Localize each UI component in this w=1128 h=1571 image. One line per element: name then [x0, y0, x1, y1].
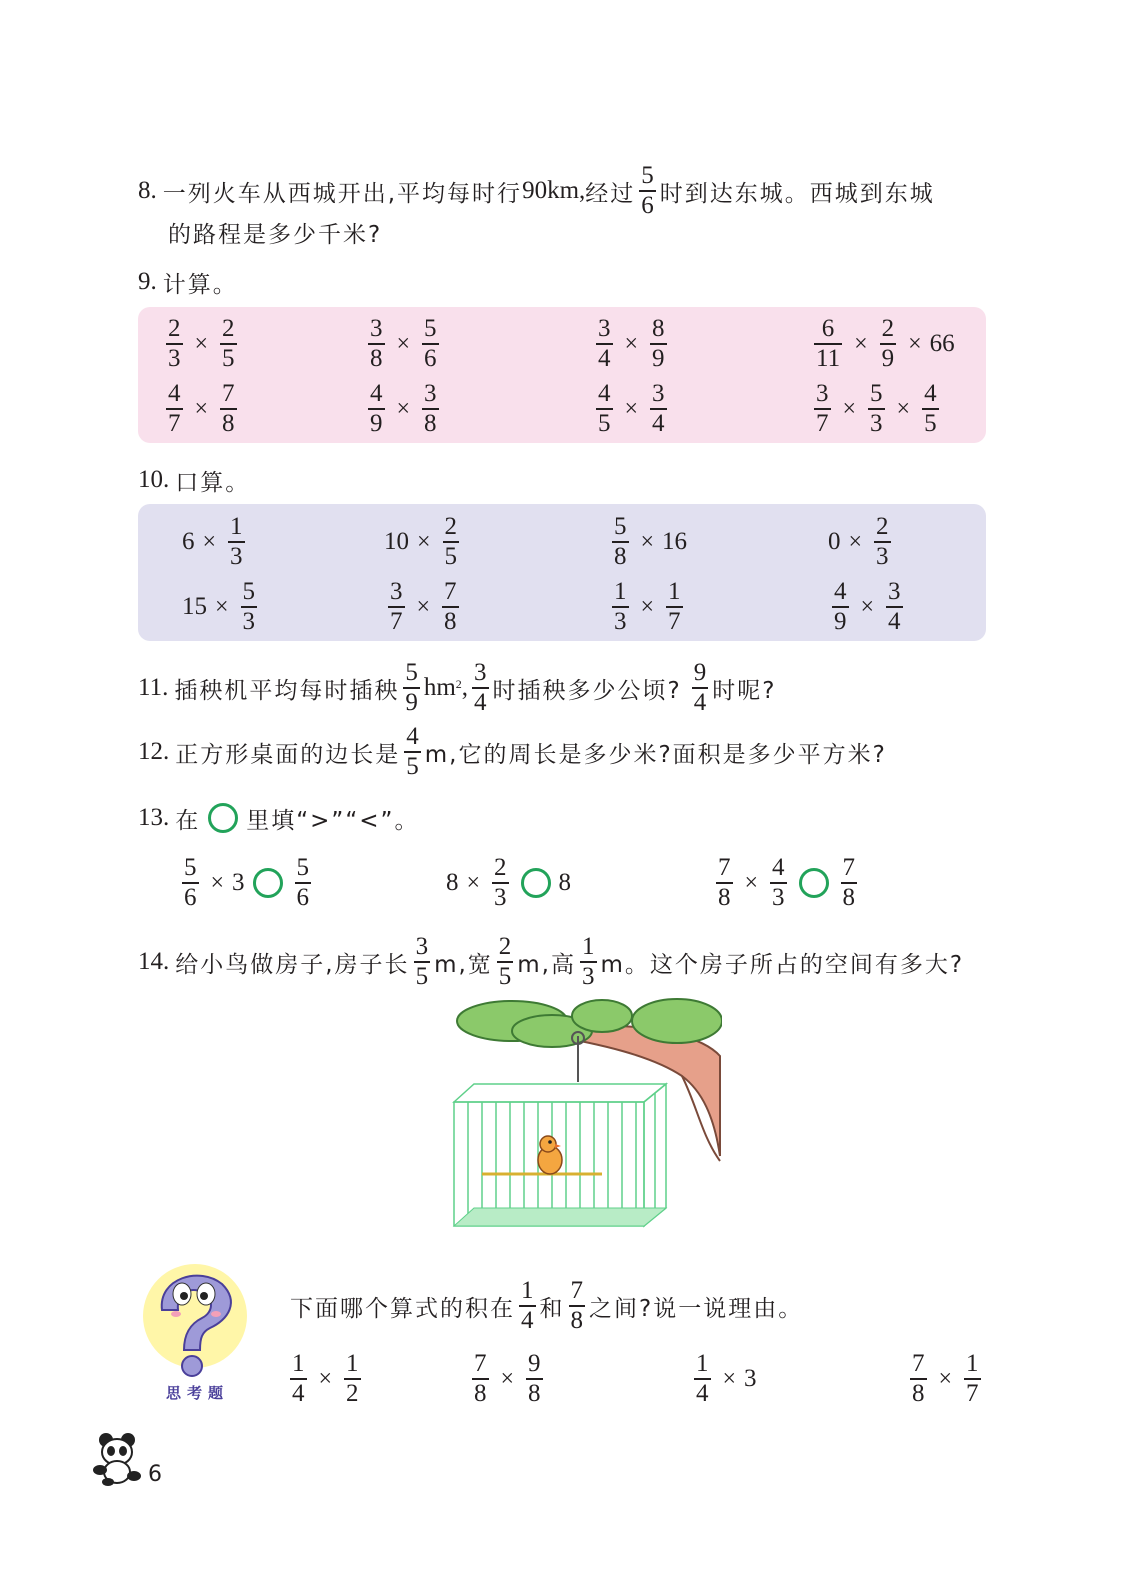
question-12: 12. 正方形桌面的边长是 $\frac{4}{5}$ m,它的周长是多少米?面积是多少平方米?	[138, 723, 887, 780]
think-opt3-fraction-b: $\frac{1}{7}$	[966, 1350, 979, 1407]
q13-item2-fraction-b: $\frac{4}{3}$	[772, 854, 785, 911]
q13-item1-fraction-b: $\frac{2}{3}$	[494, 854, 507, 911]
q14-fraction-3: $\frac{1}{3}$	[582, 933, 595, 990]
q13-item1-lead: 8	[446, 869, 459, 896]
q14-fraction-2: $\frac{2}{5}$	[498, 933, 512, 990]
question-9-title: 9. 计算。	[138, 268, 238, 298]
q13-comparison: 8 × $\frac{2}{3}$ 8	[446, 854, 572, 911]
think-option: $\frac{7}{8}$ × $\frac{9}{8}$	[474, 1350, 541, 1407]
q9-expression: $\frac{2}{3}$ × $\frac{2}{5}$	[168, 315, 235, 372]
q13-comparison: $\frac{5}{6}$ × 3 $\frac{5}{6}$	[184, 854, 310, 911]
q10-r1c0-fraction-b: $\frac{5}{3}$	[242, 578, 256, 635]
q13-item2-fraction-r: $\frac{7}{8}$	[842, 854, 856, 911]
think-opt1-fraction-a: $\frac{7}{8}$	[474, 1350, 487, 1407]
q8-text-c: 时到达东城。西城到东城	[659, 180, 935, 207]
q9-expression: $\frac{4}{5}$ × $\frac{3}{4}$	[598, 380, 665, 437]
q9-r0c2-fraction-b: $\frac{8}{9}$	[652, 315, 665, 372]
q11-fraction-3: $\frac{9}{4}$	[693, 659, 707, 716]
think-option: $\frac{1}{4}$ × 3	[696, 1350, 757, 1407]
q9-r0c3-fraction-b: $\frac{2}{9}$	[881, 315, 895, 372]
q10-r0c3-fraction-b: $\frac{2}{3}$	[876, 513, 889, 570]
think-opt0-fraction-a: $\frac{1}{4}$	[292, 1350, 305, 1407]
q9-r0c0-fraction-a: $\frac{2}{3}$	[168, 315, 181, 372]
q11-fraction-1: $\frac{5}{9}$	[405, 659, 418, 716]
q10-r1c3-fraction-b: $\frac{3}{4}$	[888, 578, 901, 635]
think-question: 下面哪个算式的积在 $\frac{1}{4}$ 和 $\frac{7}{8}$ 之间?说一说理由。	[290, 1277, 804, 1334]
q13-item2-fraction-a: $\frac{7}{8}$	[718, 854, 731, 911]
think-opt1-fraction-b: $\frac{9}{8}$	[528, 1350, 541, 1407]
q14-fraction-1: $\frac{3}{5}$	[415, 933, 429, 990]
q9-r1c2-fraction-b: $\frac{3}{4}$	[652, 380, 665, 437]
think-opt2-fraction-a: $\frac{1}{4}$	[696, 1350, 709, 1407]
q9-r0c1-fraction-a: $\frac{3}{8}$	[370, 315, 383, 372]
compare-blank-circle-icon[interactable]	[799, 868, 829, 898]
q9-expression: $\frac{3}{8}$ × $\frac{5}{6}$	[370, 315, 437, 372]
question-13: 13. 在 里填“>”“<”。	[138, 804, 420, 834]
q9-r1c3-fraction-c: $\frac{4}{5}$	[924, 380, 937, 437]
q8-line2: 的路程是多少千米?	[168, 221, 383, 248]
compare-blank-circle-icon[interactable]	[521, 868, 551, 898]
q10-r0c3-lead: 0	[828, 528, 841, 555]
q9-r1c2-fraction-a: $\frac{4}{5}$	[598, 380, 611, 437]
q9-r1c1-fraction-a: $\frac{4}{9}$	[370, 380, 383, 437]
q9-expression: $\frac{3}{7}$ × $\frac{5}{3}$ × $\frac{4}{5}$	[816, 380, 937, 437]
q9-expression: $\frac{4}{9}$ × $\frac{3}{8}$	[370, 380, 437, 437]
q11-fraction-2: $\frac{3}{4}$	[474, 659, 487, 716]
q10-r1c1-fraction-b: $\frac{7}{8}$	[444, 578, 457, 635]
q10-r0c2-fraction-a: $\frac{5}{8}$	[614, 513, 627, 570]
question-14: 14. 给小鸟做房子,房子长 $\frac{3}{5}$ m,宽 $\frac{2}{5}$ m,高 $\frac{1}{3}$ m。这个房子所占的空间有多大?	[138, 933, 965, 990]
q12-fraction: $\frac{4}{5}$	[406, 723, 419, 780]
q9-r1c1-fraction-b: $\frac{3}{8}$	[424, 380, 437, 437]
think-fraction-2: $\frac{7}{8}$	[570, 1277, 583, 1334]
compare-blank-circle-icon[interactable]	[253, 868, 283, 898]
think-opt3-fraction-a: $\frac{7}{8}$	[912, 1350, 925, 1407]
question-8-line1	[138, 160, 935, 222]
q9-r1c3-fraction-b: $\frac{5}{3}$	[870, 380, 883, 437]
think-badge: 思考题	[166, 1384, 230, 1402]
question-8-line2	[168, 216, 382, 248]
q10-r0c0-fraction-b: $\frac{1}{3}$	[230, 513, 243, 570]
q9-expression: $\frac{3}{4}$ × $\frac{8}{9}$	[598, 315, 665, 372]
think-option: $\frac{1}{4}$ × $\frac{1}{2}$	[292, 1350, 359, 1407]
q8-fraction: $\frac{5}{6}$	[641, 162, 654, 219]
q9-expression: $\frac{4}{7}$ × $\frac{7}{8}$	[168, 380, 235, 437]
q13-comparison: $\frac{7}{8}$ × $\frac{4}{3}$ $\frac{7}{8}$	[718, 854, 856, 911]
q10-expression: 10 × $\frac{2}{5}$	[384, 513, 458, 570]
think-fraction-1: $\frac{1}{4}$	[521, 1277, 534, 1334]
blank-circle-icon	[208, 803, 238, 833]
q10-r0c1-lead: 10	[384, 528, 409, 555]
q9-expression: $\frac{6}{11}$ × $\frac{2}{9}$ × 66	[816, 315, 955, 372]
question-mascot-icon	[140, 1258, 250, 1400]
q10-expression: $\frac{4}{9}$ × $\frac{3}{4}$	[834, 578, 901, 635]
panda-icon	[92, 1430, 144, 1486]
q10-expression: $\frac{3}{7}$ × $\frac{7}{8}$	[390, 578, 457, 635]
q13-item0-fraction-a: $\frac{5}{6}$	[184, 854, 197, 911]
q9-r1c0-fraction-a: $\frac{4}{7}$	[168, 380, 181, 437]
q9-r1c0-fraction-b: $\frac{7}{8}$	[222, 380, 235, 437]
q10-r1c1-fraction-a: $\frac{3}{7}$	[390, 578, 403, 635]
q8-speed: 90km,	[522, 177, 586, 204]
q8-text-a: 一列火车从西城开出,平均每时行	[162, 180, 523, 207]
think-option: $\frac{7}{8}$ × $\frac{1}{7}$	[912, 1350, 979, 1407]
q9-r0c2-fraction-a: $\frac{3}{4}$	[598, 315, 611, 372]
question-11: 11. 插秧机平均每时插秧 $\frac{5}{9}$ hm 2 , $\frac{3}{4}$ 时插秧多少公顷? $\frac{9}{4}$ 时呢?	[138, 659, 777, 716]
q10-r1c2-fraction-a: $\frac{1}{3}$	[614, 578, 627, 635]
bird-cage-illustration	[452, 996, 722, 1228]
q10-expression: 6 × $\frac{1}{3}$	[182, 513, 243, 570]
page-number: 6	[148, 1462, 162, 1487]
q10-expression: $\frac{5}{8}$ × 16	[614, 513, 688, 570]
q10-expression: 15 × $\frac{5}{3}$	[182, 578, 256, 635]
q10-r1c2-fraction-b: $\frac{1}{7}$	[668, 578, 681, 635]
question-10-title: 10. 口算。	[138, 466, 251, 496]
q10-r1c3-fraction-a: $\frac{4}{9}$	[834, 578, 847, 635]
q9-r0c0-fraction-b: $\frac{2}{5}$	[222, 315, 235, 372]
q8-number: 8.	[138, 177, 157, 204]
q10-expression: $\frac{1}{3}$ × $\frac{1}{7}$	[614, 578, 681, 635]
q10-r0c1-fraction-b: $\frac{2}{5}$	[444, 513, 458, 570]
q13-item0-fraction-r: $\frac{5}{6}$	[296, 854, 310, 911]
q10-expression: 0 × $\frac{2}{3}$	[828, 513, 889, 570]
q9-r0c1-fraction-b: $\frac{5}{6}$	[424, 315, 437, 372]
think-opt0-fraction-b: $\frac{1}{2}$	[346, 1350, 359, 1407]
q10-r1c0-lead: 15	[182, 593, 207, 620]
q9-r1c3-fraction-a: $\frac{3}{7}$	[816, 380, 829, 437]
q10-r0c0-lead: 6	[182, 528, 195, 555]
q8-text-b: 经过	[585, 180, 636, 207]
q9-r0c3-fraction-a: $\frac{6}{11}$	[816, 315, 841, 372]
